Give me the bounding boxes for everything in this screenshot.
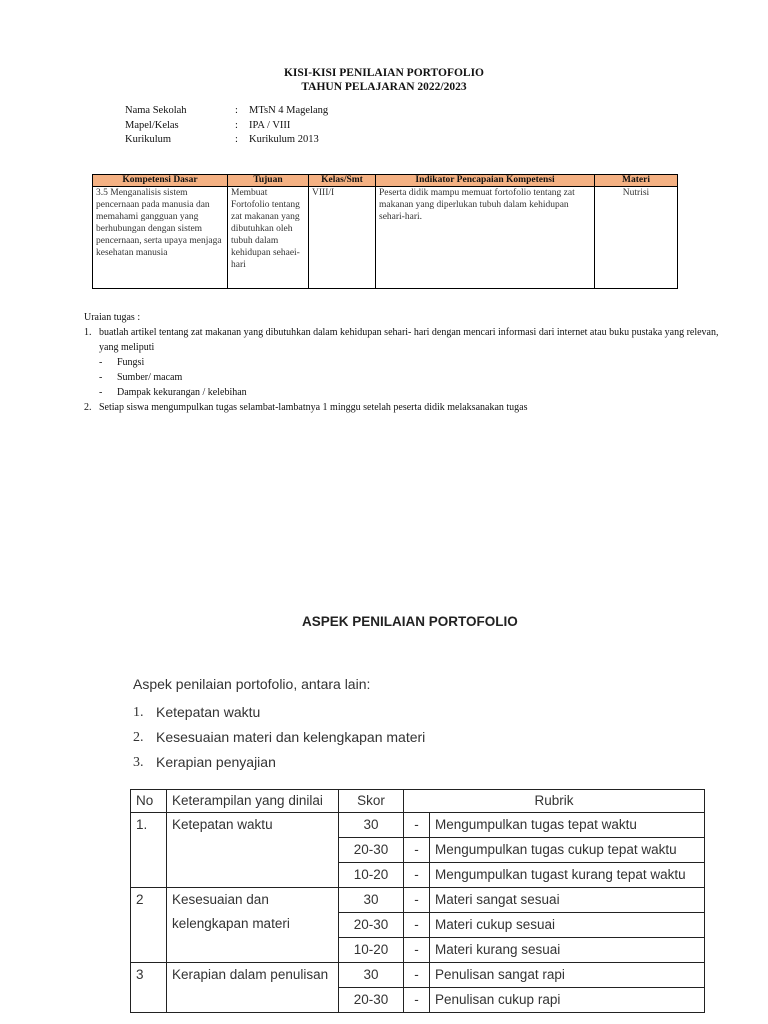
indikator-cell: Peserta didik mampu memuat fortofolio tentang zat makanan yang diperlukan tubuh dalam kehidupan sehari-hari. [376, 187, 595, 289]
info-row-kurikulum [125, 133, 328, 148]
rubrik-desc: Mengumpulkan tugas tepat waktu [430, 813, 705, 838]
aspek-item-text: Kesesuaian materi dan kelengkapan materi [156, 729, 426, 745]
aspek-item [133, 725, 425, 750]
rubrik-header-cell: Keterampilan yang dinilai [167, 790, 339, 813]
rubrik-row [131, 963, 705, 988]
dash-bullet: - [404, 838, 430, 863]
rubrik-desc: Mengumpulkan tugas cukup tepat waktu [430, 838, 705, 863]
rubrik-skor: 20-30 [339, 838, 404, 863]
info-value: Kurikulum 2013 [249, 134, 319, 145]
rubrik-row [131, 888, 705, 913]
info-label: Nama Sekolah [125, 105, 187, 116]
aspek-item [133, 750, 425, 775]
uraian-subitem [99, 355, 724, 370]
aspek-item-number: 3. [133, 755, 144, 770]
kisi-header-cell: Indikator Pencapaian Kompetensi [376, 175, 595, 187]
dash-bullet: - [99, 387, 103, 398]
info-label: Kurikulum [125, 134, 172, 145]
uraian-item [84, 325, 724, 355]
kisi-header-cell: Materi [595, 175, 678, 187]
kisi-header-row [93, 175, 678, 187]
uraian-item-text: Setiap siswa mengumpulkan tugas selambat-lambatnya 1 minggu setelah peserta didik melaksanakan tugas [99, 402, 528, 413]
rubrik-desc: Materi cukup sesuai [430, 913, 705, 938]
uraian-subitem [99, 370, 724, 385]
dash-bullet: - [99, 372, 103, 383]
rubrik-table [130, 789, 705, 1013]
uraian-subitem-text: Dampak kekurangan / kelebihan [117, 387, 247, 398]
kisi-header-cell: Tujuan [228, 175, 309, 187]
info-colon: : [235, 134, 238, 145]
aspek-title: ASPEK PENILAIAN PORTOFOLIO [302, 614, 518, 629]
rubrik-desc: Materi sangat sesuai [430, 888, 705, 913]
aspek-item-text: Ketepatan waktu [156, 704, 261, 720]
info-row-mapel [125, 119, 328, 134]
info-colon: : [235, 119, 238, 131]
aspek-intro: Aspek penilaian portofolio, antara lain: [133, 676, 371, 692]
dash-bullet: - [404, 813, 430, 838]
info-label: Mapel/Kelas [125, 119, 179, 131]
rubrik-skor: 30 [339, 963, 404, 988]
uraian-tugas [84, 310, 724, 415]
uraian-item-number: 1. [84, 327, 92, 338]
kisi-header-cell: Kelas/Smt [309, 175, 376, 187]
uraian-subitem [99, 385, 724, 400]
rubrik-skill: Kerapian dalam penulisan [167, 963, 339, 1013]
aspek-item-number: 2. [133, 730, 144, 745]
dash-bullet: - [404, 938, 430, 963]
uraian-item-text: buatlah artikel tentang zat makanan yang dibutuhkan dalam kehidupan sehari- hari dengan mencari informasi dari internet atau buku pustaka yang relevan, yang meliputi [99, 327, 719, 353]
rubrik-no: 1. [131, 813, 167, 888]
rubrik-skor: 20-30 [339, 913, 404, 938]
tujuan-cell: Membuat Fortofolio tentang zat makanan yang dibutuhkan oleh tubuh dalam kehidupan sehaei-hari [228, 187, 309, 289]
dash-bullet: - [404, 913, 430, 938]
info-row-sekolah [125, 104, 328, 119]
rubrik-row [131, 813, 705, 838]
aspek-item-text: Kerapian penyajian [156, 754, 276, 770]
rubrik-header-cell: Skor [339, 790, 404, 813]
doc-subtitle: TAHUN PELAJARAN 2022/2023 [301, 81, 467, 93]
aspek-item [133, 700, 425, 725]
rubrik-skill: Ketepatan waktu [167, 813, 339, 888]
rubrik-skor: 30 [339, 888, 404, 913]
kelas-cell: VIII/I [309, 187, 376, 289]
rubrik-skill: Kesesuaian dan kelengkapan materi [167, 888, 339, 963]
info-value: IPA / VIII [249, 119, 291, 131]
rubrik-no: 3 [131, 963, 167, 1013]
dash-bullet: - [404, 888, 430, 913]
dash-bullet: - [404, 863, 430, 888]
rubrik-desc: Materi kurang sesuai [430, 938, 705, 963]
uraian-item [84, 400, 724, 415]
info-value: MTsN 4 Magelang [249, 105, 329, 116]
uraian-subitem-text: Fungsi [117, 357, 145, 368]
rubrik-skor: 10-20 [339, 863, 404, 888]
aspek-list [133, 700, 425, 775]
dash-bullet: - [99, 357, 103, 368]
dash-bullet: - [404, 963, 430, 988]
rubrik-header-cell: Rubrik [404, 790, 705, 813]
materi-cell: Nutrisi [595, 187, 678, 289]
kisi-header-cell: Kompetensi Dasar [93, 175, 228, 187]
dash-bullet: - [404, 988, 430, 1013]
rubrik-skor: 30 [339, 813, 404, 838]
rubrik-skor: 20-30 [339, 988, 404, 1013]
rubrik-header-cell: No [131, 790, 167, 813]
uraian-item-number: 2. [84, 402, 92, 413]
kisi-row [93, 187, 678, 289]
info-colon: : [235, 105, 238, 116]
rubrik-no: 2 [131, 888, 167, 963]
uraian-heading: Uraian tugas : [84, 312, 141, 323]
doc-title: KISI-KISI PENILAIAN PORTOFOLIO [283, 67, 485, 79]
kompetensi-dasar-cell: 3.5 Menganalisis sistem pencernaan pada manusia dan memahami gangguan yang berhubungan dengan sistem pencernaan, serta upaya menjaga kesehatan manusia [93, 187, 228, 289]
rubrik-desc: Penulisan sangat rapi [430, 963, 705, 988]
rubrik-desc: Mengumpulkan tugast kurang tepat waktu [430, 863, 705, 888]
rubrik-skor: 10-20 [339, 938, 404, 963]
kisi-table [92, 174, 678, 289]
uraian-subitem-text: Sumber/ macam [117, 372, 183, 383]
rubrik-header-row [131, 790, 705, 813]
aspek-item-number: 1. [133, 705, 144, 720]
info-block [125, 104, 328, 148]
rubrik-desc: Penulisan cukup rapi [430, 988, 705, 1013]
